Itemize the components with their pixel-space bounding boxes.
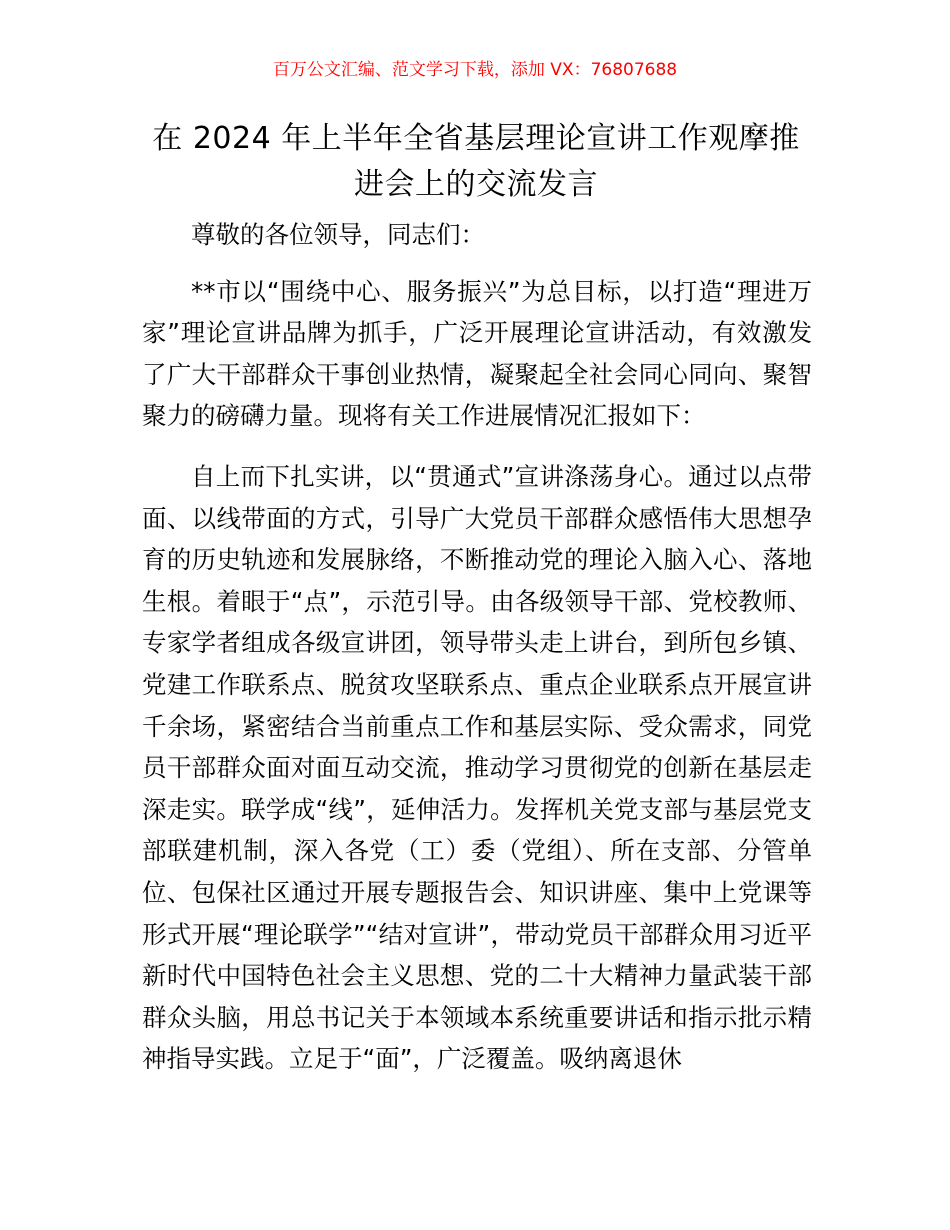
paragraph-intro: **市以“围绕中心、服务振兴”为总目标，以打造“理进万家”理论宣讲品牌为抓手，广泛开展理论宣讲活动，有效激发了广大干部群众干事创业热情，凝聚起全社会同心同向、聚智聚力的磅礴力量。现将有关工作进展情况汇报如下： xyxy=(142,276,812,431)
paragraph-section-1: 自上而下扎实讲，以“贯通式”宣讲涤荡身心。通过以点带面、以线带面的方式，引导广大党员干部群众感悟伟大思想孕育的历史轨迹和发展脉络，不断推动党的理论入脑入心、落地生根。着眼于“点”，示范引导。由各级领导干部、党校教师、专家学者组成各级宣讲团，领导带头走上讲台，到所包乡镇、党建工作联系点、脱贫攻坚联系点、重点企业联系点开展宣讲千余场，紧密结合当前重点工作和基层实际、受众需求，同党员干部群众面对面互动交流，推动学习贯彻党的创新在基层走深走实。联学成“线”，延伸活力。发挥机关党支部与基层党支部联建机制，深入各党（工）委（党组）、所在支部、分管单位、包保社区通过开展专题报告会、知识讲座、集中上党课等形式开展“理论联学”“结对宣讲”，带动党员干部群众用习近平新时代中国特色社会主义思想、党的二十大精神力量武装干部群众头脑，用总书记关于本领域本系统重要讲话和指示批示精神指导实践。立足于“面”，广泛覆盖。吸纳离退休 xyxy=(142,461,812,1074)
watermark-header: 百万公文汇编、范文学习下载，添加 VX：76807688 xyxy=(272,60,678,80)
document-title: 在 2024 年上半年全省基层理论宣讲工作观摩推进会上的交流发言 xyxy=(152,121,800,202)
salutation: 尊敬的各位领导，同志们： xyxy=(191,220,485,249)
document-body xyxy=(142,214,812,1080)
